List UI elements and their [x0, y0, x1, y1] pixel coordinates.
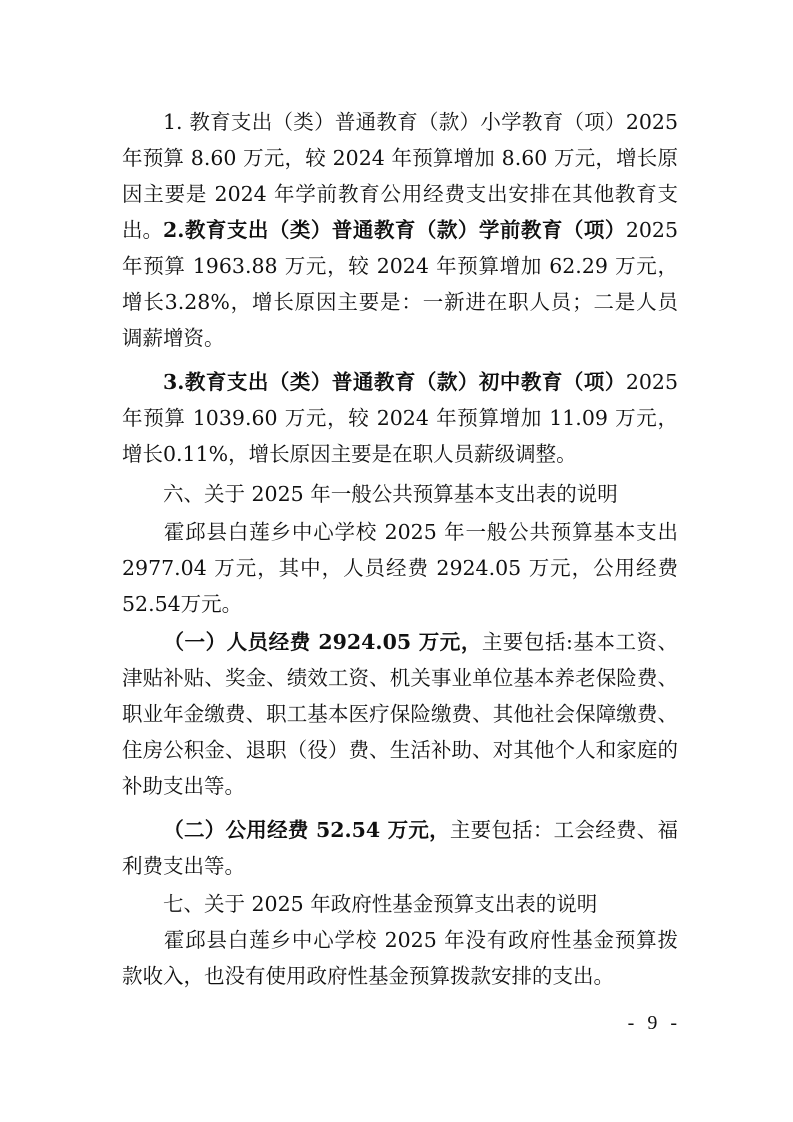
paragraph-text: 六、关于 2025 年一般公共预算基本支出表的说明	[163, 482, 618, 506]
paragraph-public-expenses	[122, 812, 678, 884]
section-heading-seven	[122, 886, 678, 922]
paragraph-text: 主要包括：工会经费、福利费支出等。	[122, 818, 678, 878]
paragraph-text: 1. 教育支出（类）普通教育（款）小学教育（项）2025年预算 8.60 万元，较 2024 年预算增加 8.60 万元，增长原因主要是 2024 年学前教育公用经费支出安排在其他教育支出。	[122, 110, 678, 242]
paragraph-bold-lead: （一）人员经费 2924.05 万元，	[163, 630, 482, 654]
paragraph-text: 霍邱县白莲乡中心学校 2025 年没有政府性基金预算拨款收入，也没有使用政府性基金预算拨款安排的支出。	[122, 928, 678, 988]
paragraph-bold-lead: 3.教育支出（类）普通教育（款）初中教育（项）	[163, 370, 626, 394]
paragraph-bold-lead: 2.教育支出（类）普通教育（款）学前教育（项）	[163, 218, 626, 242]
paragraph-junior-high-education	[122, 364, 678, 472]
paragraph-bold-lead: （二）公用经费 52.54 万元，	[163, 818, 450, 842]
paragraph-preschool-education	[122, 212, 678, 356]
paragraph-text: 2025年预算 1039.60 万元，较 2024 年预算增加 11.09 万元，增长0.11%，增长原因主要是在职人员薪级调整。	[122, 370, 678, 466]
paragraph-basic-expenditure	[122, 514, 678, 622]
paragraph-personnel-expenses	[122, 624, 678, 804]
page-number: - 9 -	[627, 1012, 681, 1034]
paragraph-government-fund	[122, 922, 678, 994]
section-heading-six	[122, 476, 678, 512]
paragraph-text: 2025年预算 1963.88 万元，较 2024 年预算增加 62.29 万元，增长3.28%，增长原因主要是：一新进在职人员；二是人员调薪增资。	[122, 218, 678, 350]
paragraph-text: 七、关于 2025 年政府性基金预算支出表的说明	[163, 892, 598, 916]
paragraph-text: 霍邱县白莲乡中心学校 2025 年一般公共预算基本支出2977.04 万元，其中，人员经费 2924.05 万元，公用经费 52.54万元。	[122, 520, 678, 616]
paragraph-text: 主要包括:基本工资、津贴补贴、奖金、绩效工资、机关事业单位基本养老保险费、职业年金缴费、职工基本医疗保险缴费、其他社会保障缴费、住房公积金、退职（役）费、生活补助、对其他个人和家庭的补助支出等。	[122, 630, 679, 798]
